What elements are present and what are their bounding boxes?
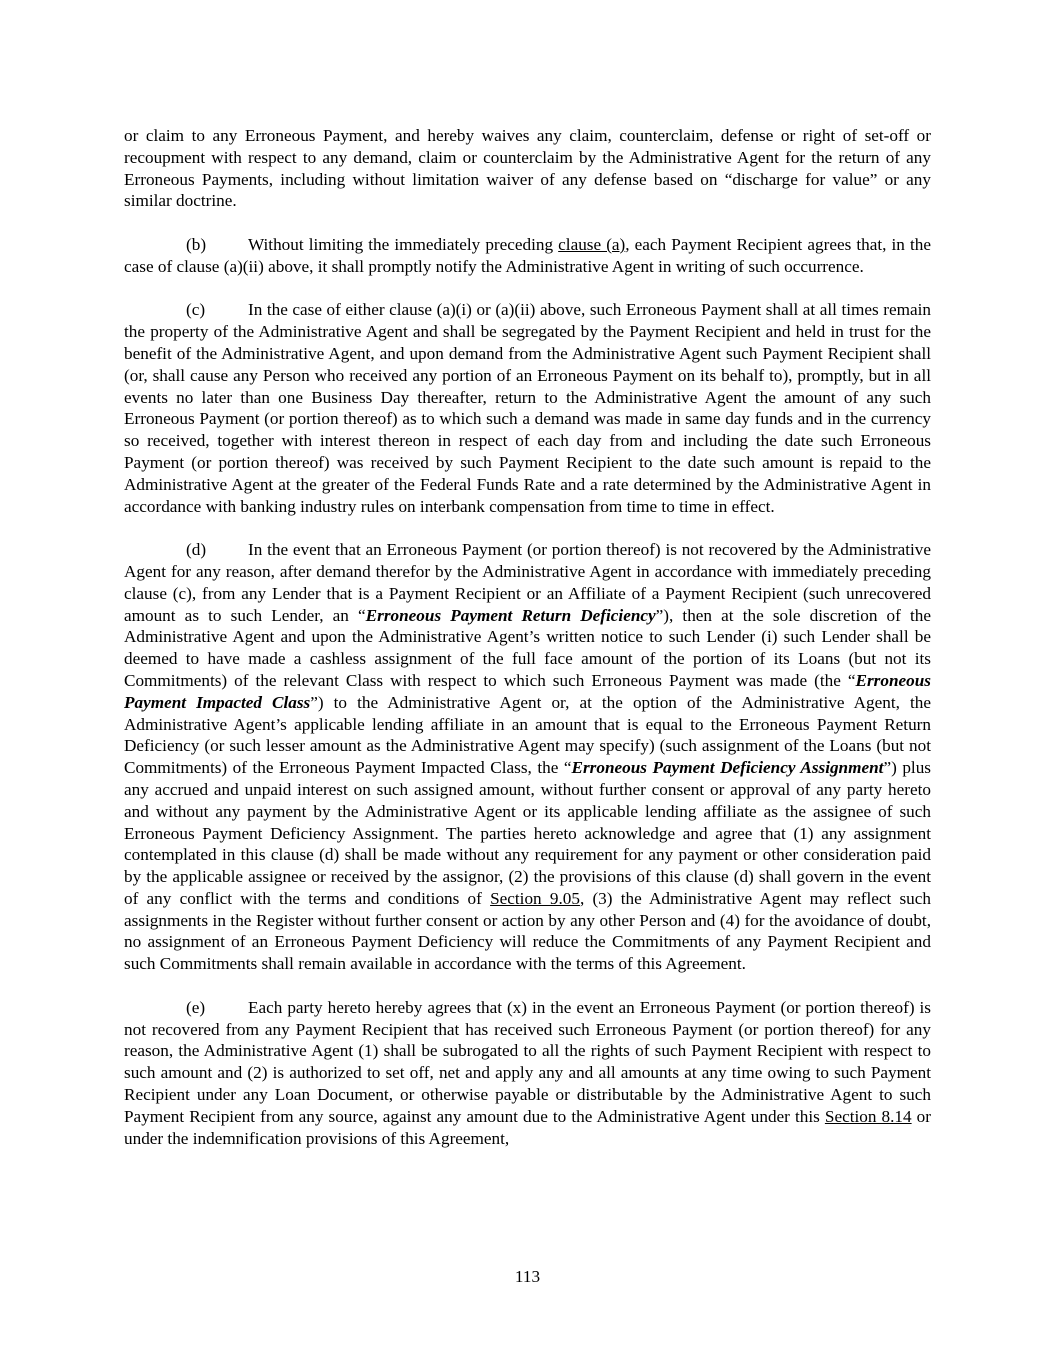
document-page: [124, 125, 931, 1171]
paragraph-text: , each Payment Recipient agrees that, in the case of clause (a)(ii) above, it shall promptly notify the Administrative Agent in writing of such occurrence.: [124, 234, 931, 276]
paragraph-text: or claim to any Erroneous Payment, and hereby waives any claim, counterclaim, defense or right of set-off or recoupment with respect to any demand, claim or counterclaim by the Administrative Agent for the return of any Erroneous Payments, including without limitation waiver of any defense based on “discharge for value” or any similar doctrine.: [124, 126, 931, 211]
paragraph-text: Without limiting the immediately preceding: [248, 234, 559, 254]
paragraph-e: [124, 997, 931, 1150]
paragraph-text: or under the indemnification provisions of this Agreement,: [124, 1106, 931, 1148]
paragraph-text: In the case of either clause (a)(i) or (a)(ii) above, such Erroneous Payment shall at all times remain the property of the Administrative Agent and shall be segregated by the Payment Recipient and held in trust for the benefit of the Administrative Agent, and upon demand from the Administrative Agent such Payment Recipient shall (or, shall cause any Person who received any portion of an Erroneous Payment on its behalf to), promptly, but in all events no later than one Business Day thereafter, return to the Administrative Agent the amount of any such Erroneous Payment (or portion thereof) as to which such a demand was made in same day funds and in the currency so received, together with interest thereon in respect of each day from and including the date such Erroneous Payment (or portion thereof) was received by such Payment Recipient to the date such amount is repaid to the Administrative Agent at the greater of the Federal Funds Rate and a rate determined by the Administrative Agent in accordance with banking industry rules on interbank compensation from time to time in effect.: [124, 300, 931, 516]
paragraph-b: [124, 234, 931, 278]
cross-reference: Section 8.14: [824, 1106, 912, 1126]
cross-reference: Section 9.05: [490, 888, 580, 908]
paragraph-d: [124, 539, 931, 975]
clause-label: (e): [186, 997, 206, 1017]
clause-label: (d): [186, 540, 207, 560]
defined-term: Erroneous Payment Impacted Class: [124, 670, 931, 712]
paragraph-continuation: [124, 125, 931, 212]
paragraph-text: , (3) the Administrative Agent may reflect such assignments in the Register without further consent or action by any other Person and (4) for the avoidance of doubt, no assignment of an Erroneous Payment Deficiency will reduce the Commitments of any Payment Recipient and such Commitments shall remain available in accordance with the terms of this Agreement.: [124, 888, 931, 974]
paragraph-c: [124, 299, 931, 517]
defined-term: Erroneous Payment Return Deficiency: [365, 605, 656, 625]
cross-reference: clause (a): [558, 234, 626, 254]
clause-label: (c): [186, 300, 206, 320]
paragraph-text: In the event that an Erroneous Payment (or portion thereof) is not recovered by the Administrative Agent for any reason, after demand therefor by the Administrative Agent in accordance with immediately preceding clause (c), from any Lender that is a Payment Recipient or an Affiliate of a Payment Recipient (such unrecovered amount as to such Lender, an “: [124, 540, 931, 625]
page-number: 113: [514, 1267, 541, 1286]
paragraph-text: ”), then at the sole discretion of the Administrative Agent and upon the Administrative Agent’s written notice to such Lender (i) such Lender shall be deemed to have made a cashless assignment of the full face amount of the portion of its Loans (but not its Commitments) of the relevant Class with respect to which such Erroneous Payment was made (the “: [124, 605, 931, 690]
paragraph-text: ”) plus any accrued and unpaid interest on such assigned amount, without further consent or approval of any party hereto and without any payment by the Administrative Agent or its applicable lending affiliate as the assignee of such Erroneous Payment Deficiency Assignment. The parties hereto acknowledge and agree that (1) any assignment contemplated in this clause (d) shall be made without any requirement for any payment or other consideration paid by the applicable assignee or received by the assignor, (2) the provisions of this clause (d) shall govern in the event of any conflict with the terms and conditions of: [124, 758, 931, 908]
paragraph-text: Each party hereto hereby agrees that (x) in the event an Erroneous Payment (or portion thereof) is not recovered from any Payment Recipient that has received such Erroneous Payment (or portion thereof) for any reason, the Administrative Agent (1) shall be subrogated to all the rights of such Payment Recipient with respect to such amount and (2) is authorized to set off, net and apply any and all amounts at any time owing to such Payment Recipient under any Loan Document, or otherwise payable or distributable by the Administrative Agent to such Payment Recipient from any source, against any amount due to the Administrative Agent under this: [124, 997, 931, 1126]
clause-label: (b): [186, 234, 207, 254]
defined-term: Erroneous Payment Deficiency Assignment: [571, 758, 884, 778]
paragraph-text: ”) to the Administrative Agent or, at the option of the Administrative Agent, the Administrative Agent’s applicable lending affiliate in an amount that is equal to the Erroneous Payment Return Deficiency (or such lesser amount as the Administrative Agent may specify) (such assignment of the Loans (but not Commitments) of the Erroneous Payment Impacted Class, the “: [124, 692, 931, 778]
